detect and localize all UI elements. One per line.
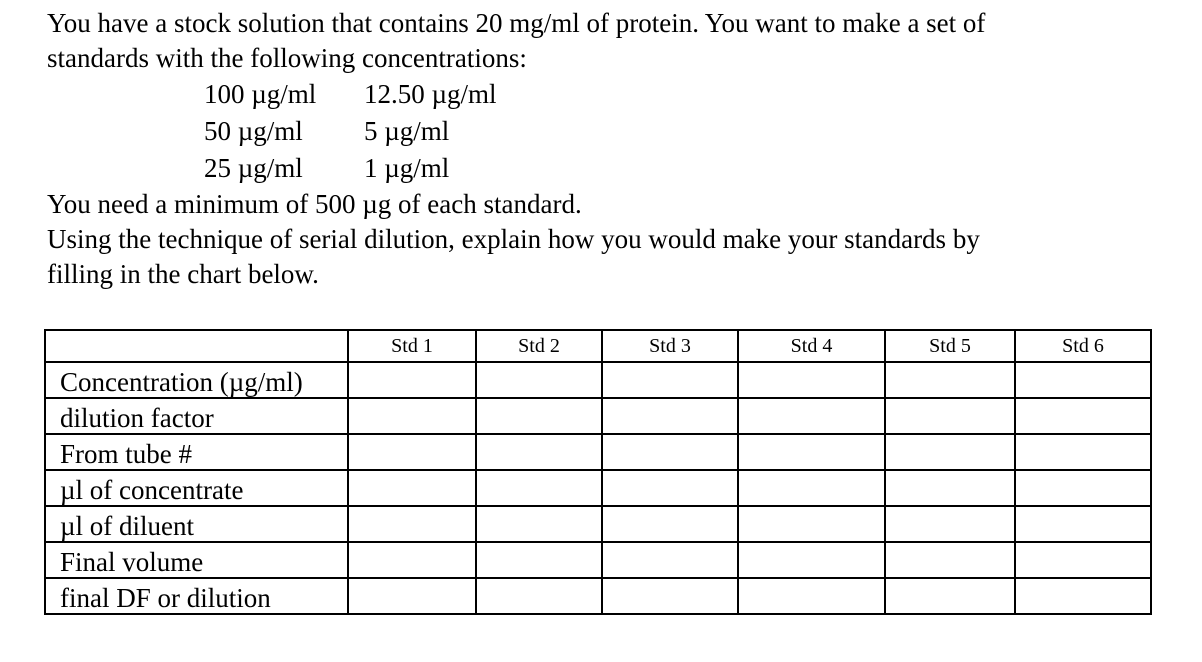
row-label: final DF or dilution [45, 578, 348, 614]
column-header: Std 2 [476, 330, 602, 362]
answer-cell[interactable] [885, 578, 1015, 614]
answer-cell[interactable] [602, 434, 738, 470]
answer-cell[interactable] [885, 542, 1015, 578]
corner-header [45, 330, 348, 362]
answer-cell[interactable] [885, 470, 1015, 506]
answer-cell[interactable] [1015, 506, 1151, 542]
instruction-line-1: Using the technique of serial dilution, explain how you would make your standards by [47, 224, 980, 254]
column-header: Std 6 [1015, 330, 1151, 362]
answer-cell[interactable] [1015, 434, 1151, 470]
column-header: Std 5 [885, 330, 1015, 362]
answer-cell[interactable] [885, 506, 1015, 542]
concentration-item: 1 µg/ml [364, 153, 450, 183]
answer-cell[interactable] [348, 542, 476, 578]
answer-cell[interactable] [348, 578, 476, 614]
row-label: dilution factor [45, 398, 348, 434]
answer-cell[interactable] [476, 398, 602, 434]
table-row [45, 434, 1151, 470]
table-row [45, 578, 1151, 614]
concentration-item: 100 µg/ml [204, 79, 317, 109]
answer-cell[interactable] [602, 398, 738, 434]
row-label: µl of diluent [45, 506, 348, 542]
answer-cell[interactable] [1015, 542, 1151, 578]
answer-cell[interactable] [1015, 578, 1151, 614]
concentration-item: 12.50 µg/ml [364, 79, 497, 109]
answer-cell[interactable] [602, 578, 738, 614]
row-label: Concentration (µg/ml) [45, 362, 348, 398]
instruction-line-2: filling in the chart below. [47, 259, 319, 289]
table-row [45, 506, 1151, 542]
table-row [45, 470, 1151, 506]
problem-statement [47, 6, 1167, 292]
answer-cell[interactable] [476, 470, 602, 506]
row-label: Final volume [45, 542, 348, 578]
answer-cell[interactable] [602, 506, 738, 542]
answer-cell[interactable] [348, 434, 476, 470]
answer-cell[interactable] [348, 398, 476, 434]
answer-cell[interactable] [476, 434, 602, 470]
dilution-chart [44, 329, 1152, 615]
answer-cell[interactable] [885, 434, 1015, 470]
problem-line-1: You have a stock solution that contains 20 mg/ml of protein. You want to make a set of [47, 8, 986, 38]
answer-cell[interactable] [738, 506, 885, 542]
answer-cell[interactable] [1015, 470, 1151, 506]
answer-cell[interactable] [1015, 398, 1151, 434]
answer-cell[interactable] [348, 506, 476, 542]
table-row [45, 542, 1151, 578]
answer-cell[interactable] [476, 362, 602, 398]
chart-header-row [45, 330, 1151, 362]
answer-cell[interactable] [738, 578, 885, 614]
column-header: Std 3 [602, 330, 738, 362]
answer-cell[interactable] [738, 542, 885, 578]
row-label: µl of concentrate [45, 470, 348, 506]
answer-cell[interactable] [602, 542, 738, 578]
column-header: Std 1 [348, 330, 476, 362]
answer-cell[interactable] [476, 506, 602, 542]
table-row [45, 398, 1151, 434]
answer-cell[interactable] [738, 434, 885, 470]
requirement-text: You need a minimum of 500 µg of each standard. [47, 189, 582, 219]
answer-cell[interactable] [602, 362, 738, 398]
concentration-list [204, 76, 1167, 187]
answer-cell[interactable] [885, 398, 1015, 434]
answer-cell[interactable] [738, 470, 885, 506]
answer-cell[interactable] [1015, 362, 1151, 398]
answer-cell[interactable] [738, 398, 885, 434]
concentration-item: 25 µg/ml [204, 153, 303, 183]
answer-cell[interactable] [476, 578, 602, 614]
answer-cell[interactable] [602, 470, 738, 506]
row-label: From tube # [45, 434, 348, 470]
table-row [45, 362, 1151, 398]
problem-line-2: standards with the following concentrations: [47, 43, 527, 73]
answer-cell[interactable] [348, 470, 476, 506]
column-header: Std 4 [738, 330, 885, 362]
answer-cell[interactable] [476, 542, 602, 578]
answer-cell[interactable] [885, 362, 1015, 398]
answer-cell[interactable] [348, 362, 476, 398]
concentration-item: 5 µg/ml [364, 116, 450, 146]
concentration-item: 50 µg/ml [204, 116, 303, 146]
answer-cell[interactable] [738, 362, 885, 398]
